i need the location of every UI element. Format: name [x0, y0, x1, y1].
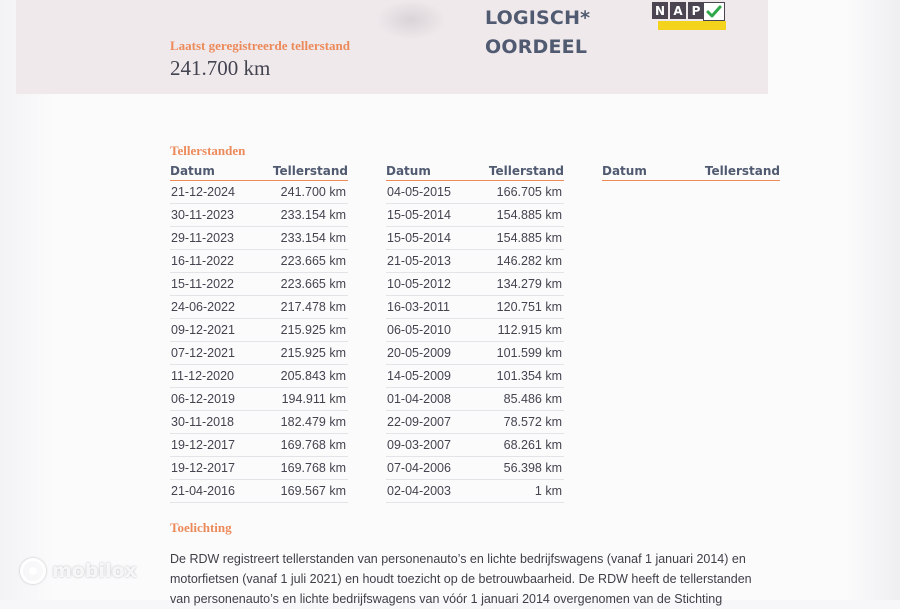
table-row — [386, 411, 564, 434]
reading-mileage: 169.567 km — [280, 484, 346, 498]
reading-mileage: 1 km — [534, 484, 562, 498]
verdict-line-1: LOGISCH* — [485, 7, 591, 29]
table-row — [170, 457, 348, 480]
reading-date: 15-11-2022 — [171, 277, 235, 291]
reading-mileage: 233.154 km — [280, 208, 346, 222]
reading-date: 01-04-2008 — [387, 392, 451, 406]
table-row — [386, 227, 564, 250]
column-header — [602, 164, 780, 181]
explanation-line: van personenauto’s en lichte bedrijfswagens van vóór 1 januari 2014 overgenomen van de Stichting — [170, 592, 723, 606]
table-row — [170, 480, 348, 503]
reading-mileage: 233.154 km — [280, 231, 346, 245]
verdict-line-2: OORDEEL — [485, 36, 588, 58]
explanation-title: Toelichting — [170, 520, 232, 535]
table-row — [386, 457, 564, 480]
reading-mileage: 112.915 km — [497, 323, 562, 337]
reading-date: 07-04-2006 — [387, 461, 451, 475]
reading-mileage: 182.479 km — [280, 415, 346, 429]
reading-date: 06-12-2019 — [171, 392, 235, 406]
readings-list-1 — [170, 181, 348, 503]
watermark-text: mobilox — [52, 560, 137, 582]
table-row — [386, 319, 564, 342]
reading-mileage: 85.486 km — [503, 392, 562, 406]
table-row — [386, 365, 564, 388]
explanation-line: De RDW registreert tellerstanden van personenauto’s en lichte bedrijfswagens (vanaf 1 januari 2014) en — [170, 552, 746, 566]
table-row — [170, 388, 348, 411]
table-row — [386, 388, 564, 411]
reading-date: 20-05-2009 — [387, 346, 451, 360]
nap-letter-n: N — [652, 2, 668, 19]
verdict — [485, 4, 590, 62]
reading-mileage: 134.279 km — [496, 277, 562, 291]
table-row — [170, 434, 348, 457]
date-header: Datum — [170, 164, 215, 178]
reading-date: 04-05-2015 — [387, 185, 451, 199]
mileage-header: Tellerstand — [272, 164, 348, 178]
nap-logo-bar — [658, 21, 726, 30]
watermark-logo-icon — [20, 558, 46, 584]
reading-date: 09-12-2021 — [171, 323, 235, 337]
reading-mileage: 194.911 km — [281, 392, 346, 406]
reading-mileage: 223.665 km — [280, 277, 346, 291]
table-row — [170, 319, 348, 342]
table-row — [170, 296, 348, 319]
reading-date: 21-04-2016 — [171, 484, 235, 498]
reading-mileage: 101.599 km — [496, 346, 562, 360]
nap-logo — [652, 2, 726, 30]
checkmark-icon — [703, 2, 725, 21]
nap-letter-p: P — [688, 2, 704, 19]
reading-date: 06-05-2010 — [387, 323, 451, 337]
reading-mileage: 56.398 km — [503, 461, 562, 475]
reading-date: 22-09-2007 — [387, 415, 451, 429]
readings-column-3 — [602, 164, 780, 181]
reading-mileage: 215.925 km — [280, 346, 346, 360]
explanation-text — [170, 549, 810, 609]
reading-date: 11-12-2020 — [171, 369, 235, 383]
explanation-line: motorfietsen (vanaf 1 juli 2021) en houdt toezicht op de betrouwbaarheid. De RDW heeft de tellerstanden — [170, 572, 752, 586]
column-header — [170, 164, 348, 181]
reading-mileage: 154.885 km — [496, 231, 562, 245]
scan-smudge — [376, 0, 446, 40]
table-row — [170, 273, 348, 296]
table-row — [386, 250, 564, 273]
reading-date: 15-05-2014 — [387, 208, 451, 222]
reading-mileage: 120.751 km — [496, 300, 562, 314]
reading-date: 19-12-2017 — [171, 438, 235, 452]
reading-mileage: 223.665 km — [280, 254, 346, 268]
reading-date: 16-11-2022 — [171, 254, 235, 268]
table-row — [170, 181, 348, 204]
readings-column-2 — [386, 164, 564, 503]
table-row — [170, 342, 348, 365]
table-row — [170, 411, 348, 434]
last-mileage-value: 241.700 km — [170, 56, 271, 80]
reading-mileage: 78.572 km — [503, 415, 562, 429]
reading-date: 15-05-2014 — [387, 231, 451, 245]
reading-date: 02-04-2003 — [387, 484, 451, 498]
table-row — [170, 204, 348, 227]
reading-date: 16-03-2011 — [387, 300, 451, 314]
reading-mileage: 169.768 km — [280, 461, 346, 475]
table-row — [170, 250, 348, 273]
reading-date: 24-06-2022 — [171, 300, 235, 314]
reading-date: 21-05-2013 — [387, 254, 451, 268]
reading-date: 10-05-2012 — [387, 277, 451, 291]
table-row — [386, 181, 564, 204]
readings-column-1 — [170, 164, 348, 503]
reading-mileage: 241.700 km — [280, 185, 346, 199]
readings-title: Tellerstanden — [170, 143, 246, 158]
table-row — [386, 273, 564, 296]
table-row — [386, 342, 564, 365]
table-row — [386, 296, 564, 319]
nap-letter-a: A — [670, 2, 686, 19]
date-header: Datum — [602, 164, 647, 178]
reading-mileage: 217.478 km — [280, 300, 346, 314]
reading-mileage: 166.705 km — [496, 185, 562, 199]
reading-date: 29-11-2023 — [171, 231, 235, 245]
column-header — [386, 164, 564, 181]
watermark — [20, 558, 137, 584]
reading-mileage: 205.843 km — [280, 369, 346, 383]
reading-mileage: 146.282 km — [496, 254, 562, 268]
reading-mileage: 154.885 km — [496, 208, 562, 222]
reading-date: 14-05-2009 — [387, 369, 451, 383]
reading-mileage: 68.261 km — [503, 438, 562, 452]
mileage-header: Tellerstand — [704, 164, 780, 178]
mileage-header: Tellerstand — [488, 164, 564, 178]
table-row — [386, 204, 564, 227]
reading-date: 21-12-2024 — [171, 185, 235, 199]
reading-date: 19-12-2017 — [171, 461, 235, 475]
table-row — [170, 227, 348, 250]
reading-date: 07-12-2021 — [171, 346, 235, 360]
reading-date: 09-03-2007 — [387, 438, 451, 452]
readings-list-2 — [386, 181, 564, 503]
table-row — [386, 434, 564, 457]
table-row — [386, 480, 564, 503]
reading-mileage: 169.768 km — [280, 438, 346, 452]
reading-mileage: 215.925 km — [280, 323, 346, 337]
last-mileage-label: Laatst geregistreerde tellerstand — [170, 38, 351, 53]
date-header: Datum — [386, 164, 431, 178]
reading-date: 30-11-2023 — [171, 208, 235, 222]
table-row — [170, 365, 348, 388]
reading-date: 30-11-2018 — [171, 415, 235, 429]
reading-mileage: 101.354 km — [496, 369, 562, 383]
